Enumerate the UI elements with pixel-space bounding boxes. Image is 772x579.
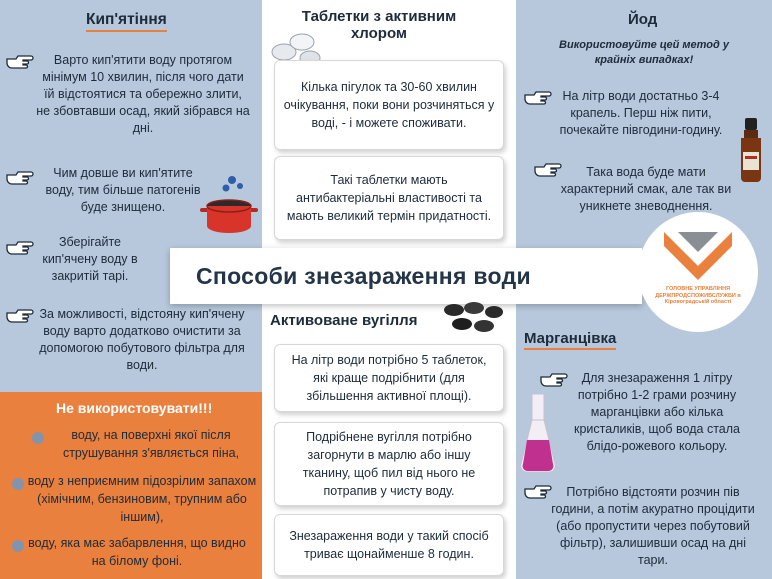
permanganate-title: Марганцівка bbox=[524, 330, 616, 350]
iodine-text-1: На літр води достатньо 3-4 крапель. Перш ніж пити, почекайте півгодини-годину. bbox=[559, 89, 723, 137]
page-title: Способи знезараження води bbox=[196, 262, 531, 289]
pointing-hand-icon bbox=[6, 170, 34, 186]
iodine-bottle-icon bbox=[736, 118, 766, 182]
do-not-use-item-3: воду, яка має забарвлення, що видно на білому фоні. bbox=[28, 536, 246, 568]
boiling-text-1: Варто кип'ятити воду протягом мінімум 10 хвилин, після чого дати їй відстоятися та обережно злити, не збовтавши осад, який зібрався на дні. bbox=[36, 53, 250, 135]
iodine-title: Йод bbox=[628, 11, 658, 28]
chlorine-box-1: Кілька пігулок та 30-60 хвилин очікування, поки вони розчиняться у воді, - і можете споживати. bbox=[274, 60, 504, 150]
do-not-use-title: Не використовувати!!! bbox=[56, 400, 213, 416]
permanganate-text-2: Потрібно відстояти розчин пів години, а потім акуратно процідити (або пропустити через побутовий фільтр), залишивши осад на дні тари. bbox=[551, 485, 755, 567]
boiling-text-2: Чим довше ви кип'ятите воду, тим більше патогенів буде знищено. bbox=[45, 166, 201, 214]
title-banner bbox=[170, 248, 642, 304]
chlorine-title: Таблетки з активним хлором bbox=[301, 8, 457, 42]
boiling-title: Кип'ятіння bbox=[86, 11, 167, 32]
chlorine-box-2: Такі таблетки мають антибактеріальні властивості та мають великий термін придатності. bbox=[274, 156, 504, 240]
boiling-pot-icon bbox=[198, 174, 260, 238]
charcoal-box-3: Знезараження води у такий спосіб триває щонайменше 8 годин. bbox=[274, 514, 504, 576]
charcoal-title: Активоване вугілля bbox=[270, 312, 418, 329]
bullet-dot bbox=[12, 540, 24, 552]
bullet-dot bbox=[32, 432, 44, 444]
iodine-text-2: Така вода буде мати характерний смак, але так ви уникнете зневоднення. bbox=[560, 165, 732, 213]
do-not-use-item-2: воду з неприємним підозрілим запахом (хімічним, бензиновим, трупним або іншим), bbox=[27, 474, 257, 524]
charcoal-box-1: На літр води потрібно 5 таблеток, які краще подрібнити (для збільшення активної площі). bbox=[274, 344, 504, 412]
logo-chevron-icon bbox=[660, 226, 736, 284]
logo bbox=[638, 212, 758, 332]
do-not-use-item-1: воду, на поверхні якої після струшування з'являється піна, bbox=[62, 428, 240, 460]
iodine-note: Використовуйте цей метод у крайніх випадках! bbox=[559, 39, 729, 66]
permanganate-text-1: Для знезараження 1 літру потрібно 1-2 грами розчину марганцівки або кілька кристаликів, щоб вода стала блідо-рожевого кольору. bbox=[574, 371, 740, 453]
charcoal-box-2: Подрібнене вугілля потрібно загорнути в марлю або іншу тканину, щоб пил від нього не потрапив у чисту воду. bbox=[274, 422, 504, 506]
charcoal-tablets-icon bbox=[438, 298, 504, 338]
pointing-hand-icon bbox=[6, 54, 34, 70]
boiling-text-3: Зберігайте кип'ячену воду в закритій тарі. bbox=[42, 235, 138, 283]
bullet-dot bbox=[12, 478, 24, 490]
boiling-text-4: За можливості, відстояну кип'ячену воду варто додатково очистити за допомогою побутового фільтра для води. bbox=[39, 307, 245, 372]
permanganate-flask-icon bbox=[518, 394, 558, 474]
logo-text: ГОЛОВНЕ УПРАВЛІННЯ ДЕРЖПРОДСПОЖИВСЛУЖБИ в Кіровоградській області bbox=[655, 286, 741, 305]
